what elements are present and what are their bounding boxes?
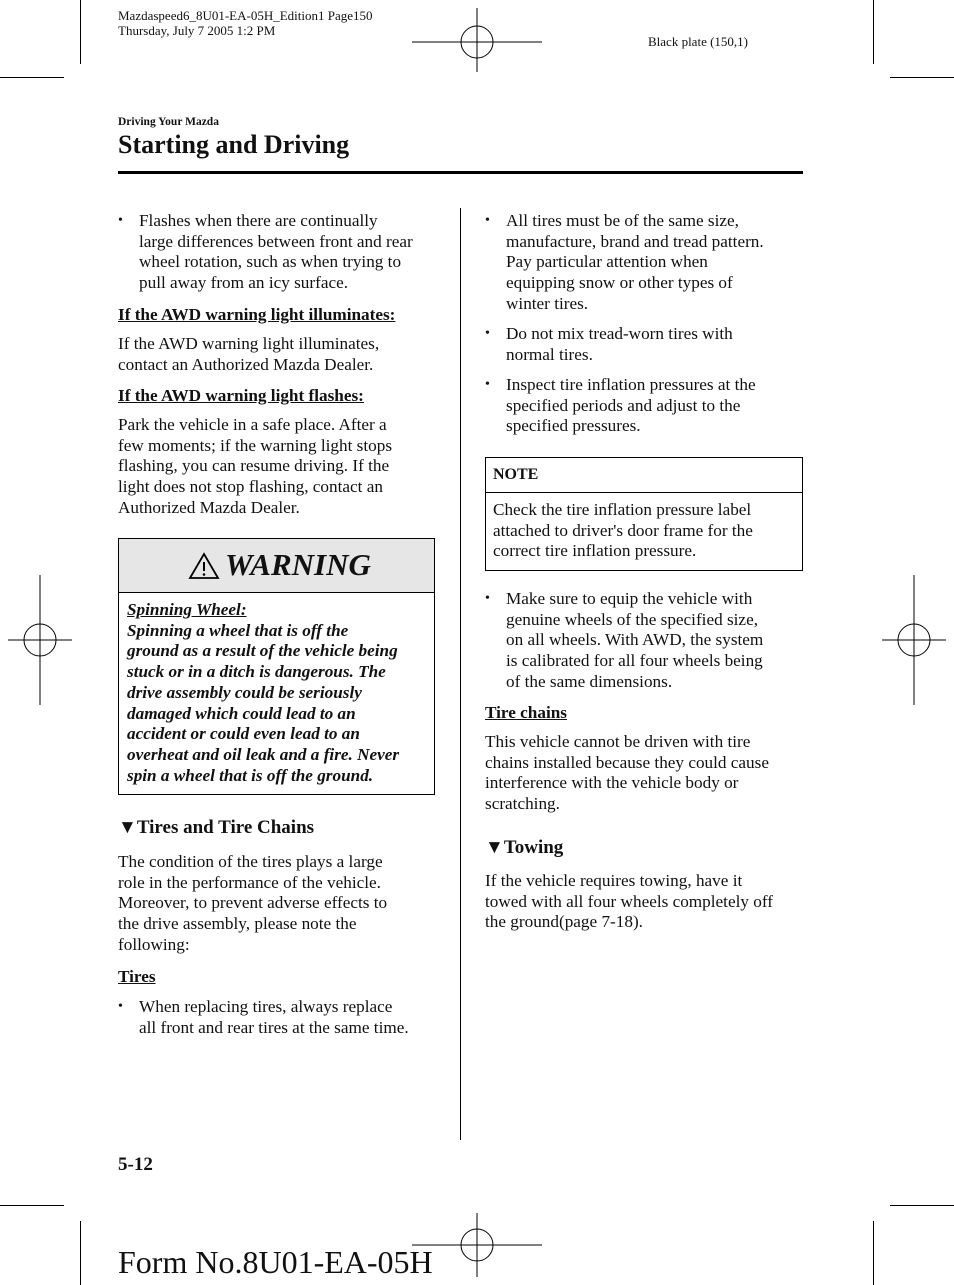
text-line: Park the vehicle in a safe place. After a xyxy=(118,415,387,434)
warning-triangle-icon xyxy=(188,552,220,580)
text-line: Check the tire inflation pressure label xyxy=(493,500,752,519)
text-line: is calibrated for all four wheels being xyxy=(506,651,763,671)
text-line: If the vehicle requires towing, have it xyxy=(485,871,743,890)
text-line: If the AWD warning light illuminates, xyxy=(118,334,380,353)
text-line: of the same dimensions. xyxy=(506,671,673,691)
text-line: Flashes when there are continually xyxy=(139,211,378,230)
bullet-replace xyxy=(118,997,448,1039)
awd-illuminates-heading: If the AWD warning light illuminates: xyxy=(118,305,396,324)
tire-chains-text xyxy=(485,732,769,815)
towing-text xyxy=(485,871,773,933)
text-line: manufacture, brand and tread pattern. xyxy=(506,231,764,251)
text-line: The condition of the tires plays a large xyxy=(118,852,383,871)
crop-mark xyxy=(80,0,81,64)
crop-mark xyxy=(0,1205,64,1206)
text-line: accident or could even lead to an xyxy=(127,724,360,744)
crop-mark xyxy=(0,77,64,78)
note-body xyxy=(493,500,798,562)
text-line: Moreover, to prevent adverse effects to xyxy=(118,893,388,913)
awd-flashes-heading: If the AWD warning light flashes: xyxy=(118,386,364,405)
text-line: large differences between front and rear xyxy=(139,231,413,251)
text-line: Spinning a wheel that is off the xyxy=(127,620,349,640)
text-line: Pay particular attention when xyxy=(506,252,708,272)
note-header xyxy=(486,458,802,493)
text-line: normal tires. xyxy=(506,344,593,364)
text-line: interference with the vehicle body or xyxy=(485,773,739,793)
text-line: All tires must be of the same size, xyxy=(506,211,739,230)
text-line: stuck or in a ditch is dangerous. The xyxy=(127,662,386,682)
text-line: overheat and oil leak and a fire. Never xyxy=(127,744,400,764)
text-line: This vehicle cannot be driven with tire xyxy=(485,732,751,751)
note-title: NOTE xyxy=(493,466,539,483)
text-line: specified periods and adjust to the xyxy=(506,395,741,415)
bullet-dot: • xyxy=(118,213,123,228)
column-divider xyxy=(460,208,461,1140)
registration-mark-right xyxy=(882,575,946,705)
print-meta-line1: Mazdaspeed6_8U01-EA-05H_Edition1 Page150 xyxy=(118,8,373,23)
text-line: wheel rotation, such as when trying to xyxy=(139,252,402,272)
text-line: contact an Authorized Mazda Dealer. xyxy=(118,354,374,374)
text-line: drive assembly could be seriously xyxy=(127,682,362,702)
text-line: attached to driver's door frame for the xyxy=(493,520,753,540)
tires-heading: Tires xyxy=(118,967,156,986)
bullet-inspect xyxy=(485,375,803,438)
plate-label: Black plate (150,1) xyxy=(648,34,748,49)
bullet-dot: • xyxy=(118,999,123,1014)
towing-heading xyxy=(485,837,563,859)
print-meta-line2: Thursday, July 7 2005 1:2 PM xyxy=(118,23,276,38)
text-line: the ground(page 7-18). xyxy=(485,912,643,932)
section-label: Driving Your Mazda xyxy=(118,116,219,128)
text-line: Authorized Mazda Dealer. xyxy=(118,497,300,517)
text-line: role in the performance of the vehicle. xyxy=(118,872,381,892)
text-line: scratching. xyxy=(485,794,560,814)
text-line: equipping snow or other types of xyxy=(506,273,733,293)
crop-mark xyxy=(890,77,954,78)
text-line: ground as a result of the vehicle being xyxy=(127,641,398,661)
warning-box xyxy=(118,538,435,795)
text-line: correct tire inflation pressure. xyxy=(493,541,697,561)
page-number: 5-12 xyxy=(118,1154,153,1175)
text-line: When replacing tires, always replace xyxy=(139,997,393,1016)
crop-mark xyxy=(890,1205,954,1206)
text-line: following: xyxy=(118,934,190,954)
heading-text: Towing xyxy=(503,837,564,858)
text-line: spin a wheel that is off the ground. xyxy=(127,765,374,785)
text-line: flashing, you can resume driving. If the xyxy=(118,456,390,476)
warning-subheading: Spinning Wheel: xyxy=(127,600,247,619)
text-line: genuine wheels of the specified size, xyxy=(506,609,758,629)
text-line: Do not mix tread-worn tires with xyxy=(506,324,733,343)
heading-text: Tires and Tire Chains xyxy=(136,817,315,838)
text-line: few moments; if the warning light stops xyxy=(118,435,393,455)
awd-flashes-text xyxy=(118,415,392,519)
text-line: on all wheels. With AWD, the system xyxy=(506,630,764,650)
text-line: all front and rear tires at the same time. xyxy=(139,1017,409,1037)
bullet-dot: • xyxy=(485,377,490,392)
text-line: pull away from an icy surface. xyxy=(139,273,349,293)
warning-header xyxy=(119,539,434,593)
text-line: winter tires. xyxy=(506,293,589,313)
crop-mark xyxy=(873,1221,874,1285)
text-line: towed with all four wheels completely off xyxy=(485,891,773,911)
awd-illuminates-text xyxy=(118,334,379,375)
crop-mark xyxy=(80,1221,81,1285)
registration-mark-left xyxy=(8,575,72,705)
bullet-flashes xyxy=(118,211,448,295)
text-line: the drive assembly, please note the xyxy=(118,914,357,934)
crop-mark xyxy=(873,0,874,64)
bullet-dot: • xyxy=(485,213,490,228)
bullet-dot: • xyxy=(485,591,490,606)
bullet-same-size xyxy=(485,211,803,315)
text-line: damaged which could lead to an xyxy=(127,703,356,723)
warning-body xyxy=(127,600,432,786)
text-line: light does not stop flashing, contact an xyxy=(118,477,383,497)
triangle-down-icon: ▼ xyxy=(485,837,504,858)
bullet-genuine xyxy=(485,589,803,693)
text-line: Inspect tire inflation pressures at the xyxy=(506,375,756,394)
note-box xyxy=(485,457,803,571)
triangle-down-icon: ▼ xyxy=(118,817,137,838)
page-title: Starting and Driving xyxy=(118,130,350,159)
header-rule xyxy=(118,171,803,174)
text-line: specified pressures. xyxy=(506,416,641,436)
tires-chains-heading xyxy=(118,817,314,839)
bullet-no-mix xyxy=(485,324,803,366)
text-line: chains installed because they could cause xyxy=(485,752,769,772)
text-line: Make sure to equip the vehicle with xyxy=(506,589,753,608)
tires-chains-text xyxy=(118,852,387,956)
form-number: Form No.8U01-EA-05H xyxy=(118,1244,433,1280)
registration-mark-top xyxy=(412,8,542,72)
tire-chains-heading: Tire chains xyxy=(485,703,567,722)
warning-title: WARNING xyxy=(225,547,371,582)
bullet-dot: • xyxy=(485,326,490,341)
